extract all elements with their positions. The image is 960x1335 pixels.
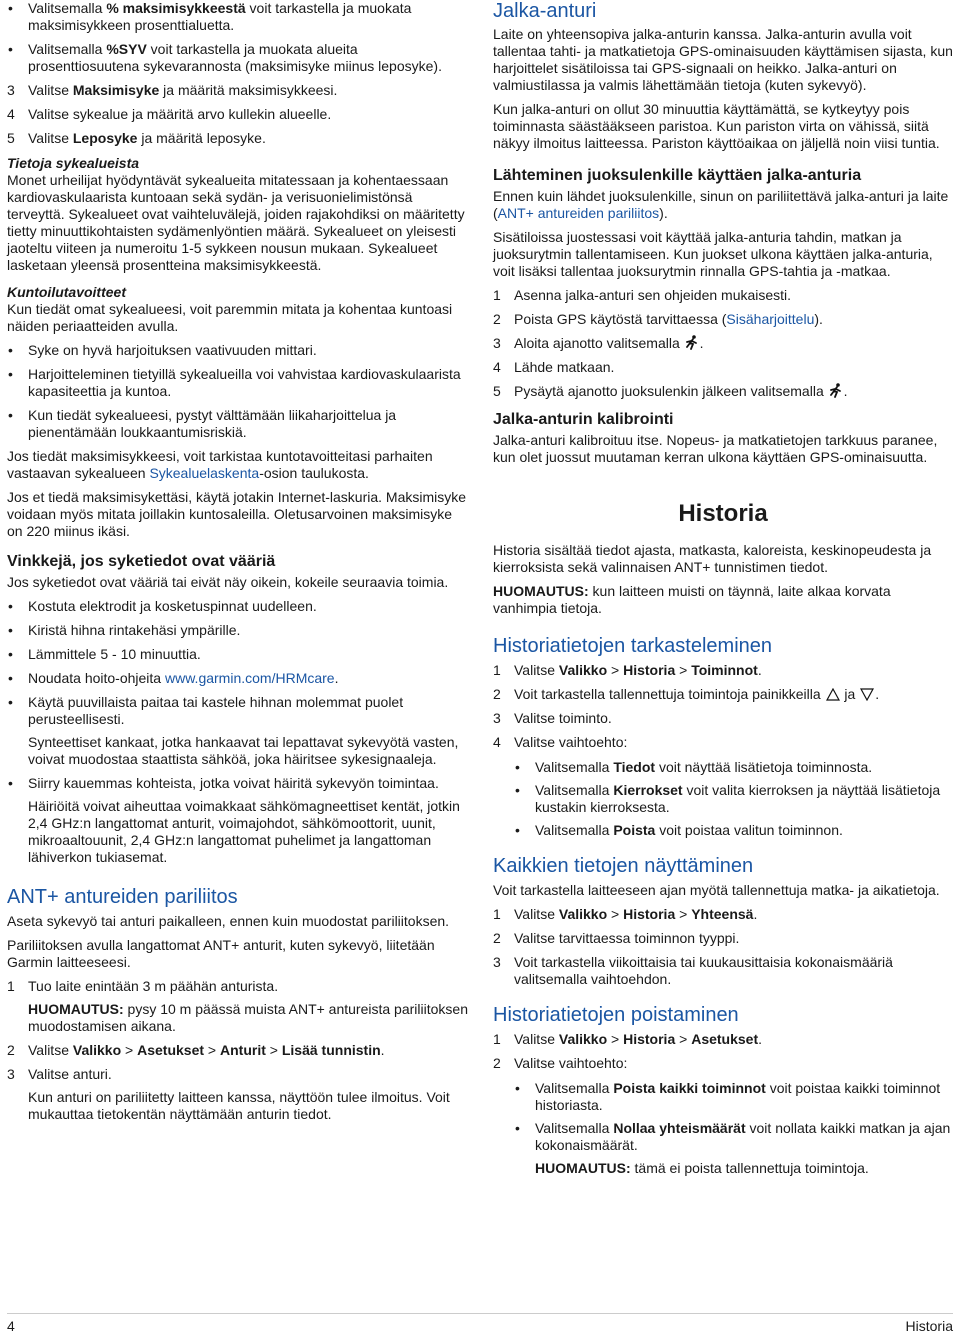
step-number: 2	[7, 1042, 15, 1058]
step-number: 3	[493, 954, 501, 970]
step-item: 4 Valitse sykealue ja määritä arvo kullekin alueelle.	[7, 106, 332, 122]
totals-paragraph: Voit tarkastella laitteeseen ajan myötä tallennettuja matka- ja aikatietoja.	[493, 882, 940, 898]
step-item: 2 Valitse vaihtoehto: • Valitsemalla Poista kaikki toiminnot voit poistaa kaikki toiminnot historiasta. • Valitsemalla Nollaa yhteismäärät voit nollata kaikki matkan ja ajan kokonaismäärät. HUOMAUTUS: tämä ei poista tallennettuja toimintoja.	[493, 1055, 953, 1177]
history-paragraph: Historia sisältää tiedot ajasta, matkasta, kaloreista, keskinopeudesta ja kierroksista sekä valinnaisen ANT+ tunnistimen tiedot.	[493, 542, 932, 575]
indoor-training-link[interactable]: Sisäharjoittelu	[726, 311, 815, 327]
list-item: • Valitsemalla %SYV voit tarkastella ja muokata alueita prosenttiosuutena sykevarannosta (maksimisyke miinus leposyke).	[7, 41, 469, 75]
step-item: 2 Valitse Valikko > Asetukset > Anturit > Lisää tunnistin.	[7, 1042, 385, 1058]
totals-heading: Kaikkien tietojen näyttäminen	[493, 855, 754, 877]
list-item: • Lämmittele 5 - 10 minuuttia.	[7, 646, 469, 663]
step-number: 4	[7, 106, 15, 122]
page-number: 4	[7, 1318, 15, 1334]
note: HUOMAUTUS: tämä ei poista tallennettuja toimintoja.	[535, 1160, 869, 1176]
list-item: • Valitsemalla Kierrokset voit valita kierroksen ja näyttää lisätietoja kustakin kierroksesta.	[514, 782, 953, 816]
list-item: • Siirry kauemmas kohteista, jotka voivat häiritä sykevyön toimintaa. Häiriöitä voivat aiheuttaa voimakkaat sähkömagneettiset kentät, jotkin 2,4 GHz:n langattomat anturit, voimajohdot, sähkömoottorit, uunit, mikroaaltouunit, 2,4 GHz:n langattomat puhelimet ja langattoman lähiverkon tukiasemat.	[7, 775, 469, 866]
list-item: • Valitsemalla Tiedot voit näyttää lisätietoja toiminnosta.	[514, 759, 953, 776]
list-item: • Kun tiedät sykealueesi, pystyt välttämään liikaharjoittelua ja pienentämään loukkaantumisriskiä.	[7, 407, 469, 441]
step-number: 4	[493, 359, 501, 375]
list-item: • Syke on hyvä harjoituksen vaativuuden mittari.	[7, 342, 469, 359]
step-item: 1 Valitse Valikko > Historia > Asetukset.	[493, 1031, 763, 1047]
list-item: • Valitsemalla Poista kaikki toiminnot voit poistaa kaikki toiminnot historiasta.	[514, 1080, 953, 1114]
ant-pairing-link[interactable]: ANT+ antureiden pariliitos	[497, 205, 660, 221]
step-item: 1 Valitse Valikko > Historia > Yhteensä.	[493, 906, 758, 922]
ant-steps	[7, 978, 469, 1123]
footer-divider	[7, 1313, 953, 1314]
runner-icon	[685, 335, 699, 350]
step-item: 3 Aloita ajanotto valitsemalla .	[493, 335, 704, 351]
list-item: • Valitsemalla % maksimisykkeestä voit tarkastella ja muokata maksimisykkeen prosenttialuetta.	[7, 0, 469, 34]
list-item: • Kiristä hihna rintakehäsi ympärille.	[7, 622, 469, 639]
step-number: 4	[493, 734, 501, 750]
step-number: 3	[7, 82, 15, 98]
tips-intro: Jos syketiedot ovat vääriä tai eivät näy oikein, kokeile seuraavia toimia.	[7, 574, 449, 590]
footpod-paragraph: Kun jalka-anturi on ollut 30 minuuttia käyttämättä, se kytkeytyy pois toiminnasta säästääkseen paristoa. Kun pariston virta on vähissä, siitä näkyy ilmoitus laitteessa. Pariston käyttöaikaa on jäljellä noin viisi tuntia.	[493, 101, 940, 151]
step-item: 1 Tuo laite enintään 3 m päähän anturista. HUOMAUTUS: pysy 10 m päässä muista ANT+ antureista pariliitoksen muodostamisen aikana.	[7, 978, 468, 1034]
view-steps	[493, 662, 953, 839]
zones-text: Monet urheilijat hyödyntävät sykealueita mitatessaan ja kohentaessaan kardiovaskulaarista kuntoaan sekä sydän- ja verisuonielimistönsä terveyttä. Sykealueet ovat vaihteluvälejä, joiden rajakohdiksi on määritetty tietty minuuttikohtaisten sydämenlyöntien määrä. Sykealueet on yleisesti jaoteltu viiteen ja numeroitu 1-5 sykkeen nousun mukaan. Sykealueet lasketaan yleensä prosentteina maksimisykkeestä.	[7, 172, 465, 273]
run-heading: Lähteminen juoksulenkille käyttäen jalka-anturia	[493, 167, 862, 184]
tips-list	[7, 598, 469, 866]
delete-options	[514, 1080, 953, 1177]
step-item: 5 Valitse Leposyke ja määritä leposyke.	[7, 130, 266, 146]
list-item: • Valitsemalla Nollaa yhteismäärät voit nollata kaikki matkan ja ajan kokonaismäärät. HUOMAUTUS: tämä ei poista tallennettuja toimintoja.	[514, 1120, 953, 1177]
step-item: 3 Valitse toiminto.	[493, 710, 612, 726]
zone-steps	[7, 82, 469, 147]
step-number: 1	[493, 906, 501, 922]
step-number: 2	[493, 930, 501, 946]
step-number: 2	[493, 1055, 501, 1071]
step-item: 4 Valitse vaihtoehto: • Valitsemalla Tiedot voit näyttää lisätietoja toiminnosta. • Valitsemalla Kierrokset voit valita kierroksen ja näyttää lisätietoja kustakin kierroksesta. • Valitsemalla Poista voit poistaa valitun toiminnon.	[493, 734, 953, 839]
step-number: 2	[493, 311, 501, 327]
tips-heading: Vinkkejä, jos syketiedot ovat vääriä	[7, 553, 276, 570]
step-item: 5 Pysäytä ajanotto juoksulenkin jälkeen valitsemalla .	[493, 383, 848, 399]
step-number: 2	[493, 686, 501, 702]
footer-section: Historia	[905, 1318, 953, 1334]
step-number: 1	[7, 978, 15, 994]
fitness-heading: Kuntoilutavoitteet	[7, 284, 126, 300]
down-triangle-icon	[860, 688, 874, 701]
list-item: • Käytä puuvillaista paitaa tai kastele hihnan molemmat puolet perusteellisesti. Synteettiset kankaat, jotka hankaavat tai lepattavat sykevyötä vasten, voivat muodostaa staattista sähköä, joka häiritsee sykesignaaleja.	[7, 694, 469, 768]
footpod-paragraph: Laite on yhteensopiva jalka-anturin kanssa. Jalka-anturin avulla voit tallentaa tahti- ja matkatietoja GPS-ominaisuuden käyttämisen sijasta, kun harjoittelet sisätiloissa tai GPS-signaali on heikko. Jalka-anturi on valmiustilassa ja valmis lähettämään tietoja (kuten sykevyö).	[493, 26, 953, 93]
step-number: 5	[493, 383, 501, 399]
up-triangle-icon	[826, 688, 840, 701]
step-item: 1 Asenna jalka-anturi sen ohjeiden mukaisesti.	[493, 287, 792, 303]
run-paragraph: Sisätiloissa juostessasi voit käyttää jalka-anturia tahdin, matkan ja juoksurytmin tallentamiseen. Kun juokset ulkona käyttäen jalka-anturia, voit lisäksi tallentaa juoksurytmin rinnalla GPS-tahtia ja -matkaa.	[493, 229, 933, 279]
fitness-intro: Kun tiedät omat sykealueesi, voit paremmin mitata ja kohentaa kuntoasi näiden periaatteiden avulla.	[7, 301, 453, 334]
step-item: 3 Voit tarkastella viikoittaisia tai kuukausittaisia kokonaismääriä valitsemalla vaihtoehdon.	[493, 954, 893, 987]
run-steps	[493, 287, 953, 400]
fitness-list	[7, 342, 469, 441]
step-number: 3	[493, 335, 501, 351]
step-number: 5	[7, 130, 15, 146]
list-item: • Valitsemalla Poista voit poistaa valitun toiminnon.	[514, 822, 953, 839]
step-number: 1	[493, 662, 501, 678]
step-number: 1	[493, 1031, 501, 1047]
runner-icon	[829, 383, 843, 398]
step-item: 1 Valitse Valikko > Historia > Toiminnot.	[493, 662, 762, 678]
step-item: 2 Voit tarkastella tallennettuja toimintoja painikkeilla ja .	[493, 686, 880, 702]
history-title: Historia	[678, 500, 768, 527]
list-item: • Harjoitteleminen tietyillä sykealueilla voi vahvistaa kardiovaskulaarista kapasiteettia ja kuntoa.	[7, 366, 469, 400]
run-paragraph: Ennen kuin lähdet juoksulenkille, sinun on pariliitettävä jalka-anturi ja laite (ANT+ antureiden pariliitos).	[493, 188, 949, 221]
fitness-paragraph: Jos tiedät maksimisykkeesi, voit tarkistaa kuntotavoitteitasi parhaiten vastaavan sykealueen Sykealuelaskenta-osion taulukosta.	[7, 448, 433, 481]
view-options	[514, 759, 953, 839]
calib-heading: Jalka-anturin kalibrointi	[493, 411, 674, 428]
zone-calc-link[interactable]: Sykealuelaskenta	[149, 465, 260, 481]
list-item: • Noudata hoito-ohjeita www.garmin.com/HRMcare.	[7, 670, 469, 687]
left-column	[7, 0, 469, 1130]
list-item: • Kostuta elektrodit ja kosketuspinnat uudelleen.	[7, 598, 469, 615]
calib-paragraph: Jalka-anturi kalibroituu itse. Nopeus- ja matkatietojen tarkkuus paranee, kun olet juossut muutaman kerran ulkona käyttäen GPS-ominaisuutta.	[493, 432, 938, 465]
step-item: 2 Valitse tarvittaessa toiminnon tyyppi.	[493, 930, 740, 946]
ant-heading: ANT+ antureiden pariliitos	[7, 886, 238, 908]
step-number: 3	[493, 710, 501, 726]
step-item: 2 Poista GPS käytöstä tarvittaessa (Sisäharjoittelu).	[493, 311, 823, 327]
zones-heading: Tietoja sykealueista	[7, 155, 140, 171]
step-item: 3 Valitse anturi. Kun anturi on pariliitetty laitteen kanssa, näyttöön tulee ilmoitus. Voit mukauttaa tietokentän näyttämään anturin tiedot.	[7, 1066, 450, 1122]
delete-steps	[493, 1031, 953, 1177]
step-item: 4 Lähde matkaan.	[493, 359, 615, 375]
ant-paragraph: Aseta sykevyö tai anturi paikalleen, ennen kuin muodostat pariliitoksen.	[7, 913, 450, 929]
delete-heading: Historiatietojen poistaminen	[493, 1004, 739, 1026]
zone-option-list	[7, 0, 469, 75]
history-note: HUOMAUTUS: kun laitteen muisti on täynnä, laite alkaa korvata vanhimpia tietoja.	[493, 583, 891, 616]
totals-steps	[493, 906, 953, 988]
fitness-paragraph: Jos et tiedä maksimisykettäsi, käytä jotakin Internet-laskuria. Maksimisyke voidaan myös mitata joillakin kuntosaleilla. Oletusarvoinen maksimisyke on 220 miinus ikäsi.	[7, 489, 467, 539]
hrm-care-link[interactable]: www.garmin.com/HRMcare	[165, 670, 335, 686]
step-number: 1	[493, 287, 501, 303]
note: HUOMAUTUS: pysy 10 m päässä muista ANT+ antureista pariliitoksen muodostamisen aikana.	[28, 1001, 468, 1034]
step-number: 3	[7, 1066, 15, 1082]
view-heading: Historiatietojen tarkasteleminen	[493, 635, 773, 657]
footpod-heading: Jalka-anturi	[493, 0, 597, 22]
ant-paragraph: Pariliitoksen avulla langattomat ANT+ anturit, kuten sykevyö, liitetään Garmin laitteeseesi.	[7, 937, 435, 970]
step-item: 3 Valitse Maksimisyke ja määritä maksimisykkeesi.	[7, 82, 338, 98]
right-column	[493, 0, 953, 1184]
